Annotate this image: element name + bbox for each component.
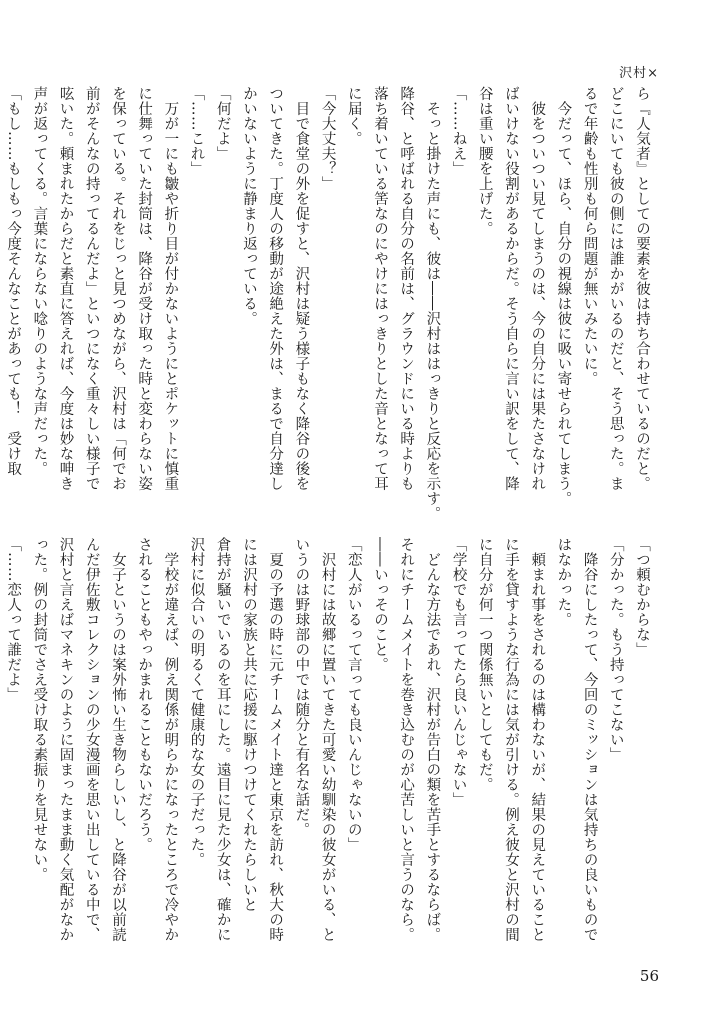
text-line: はなかった。: [555, 537, 572, 627]
lower-text-block: [5, 537, 655, 942]
text-line: 「恋人がいるって言っても良いんじゃないの」: [345, 537, 362, 852]
text-line: 沢村には故郷に置いてきた可愛い幼馴染の彼女がいる、と: [319, 537, 336, 942]
text-line: 沢村に似合いの明るくて健康的な女の子だった。: [188, 537, 205, 867]
text-line: 沢村と言えばマネキンのように固まったまま動く気配がなか: [57, 537, 74, 942]
text-line: 「つ頼むからな」: [634, 537, 650, 657]
text-line: 「分かった。もう持ってこない」: [607, 537, 624, 762]
text-line: ――いっそのこと。: [371, 537, 388, 672]
text-line: されることもやっかまれることもないだろう。: [136, 537, 153, 852]
text-line: には沢村の家族と共に応援に駆けつけてくれたらしいと: [240, 537, 257, 912]
text-line: 「今大丈夫？」: [319, 86, 336, 191]
text-line: 女子というのは案外怖い生き物らしいし、と降谷が以前読: [109, 537, 126, 942]
text-line: 「……恋人って誰だよ」: [5, 537, 22, 702]
text-line: 彼をついつい見てしまうのは、今の自分には果たさなけれ: [529, 86, 546, 491]
text-line: どこにいても彼の側には誰かがいるのだと、そう思った。ま: [607, 86, 624, 491]
text-line: った。例の封筒でさえ受け取る素振りを見せない。: [31, 537, 48, 882]
text-line: 呟いた。頼まれたからだと素直に答えれば、今度は妙な呻き: [57, 86, 74, 491]
text-line: 学校が違えば、例え関係が明らかになったところで冷やか: [162, 537, 179, 942]
text-line: 「……ねえ」: [450, 86, 467, 176]
page-number: 56: [639, 967, 659, 985]
text-line: ばいけない役割があるからだ。そう自らに言い訳をして、降: [502, 86, 519, 491]
text-line: 谷は重い腰を上げた。: [476, 86, 493, 236]
text-line: に届く。: [345, 86, 362, 146]
text-line: 「学校でも言ってたら良いんじゃない」: [450, 537, 467, 807]
text-line: かいないように静まり返っている。: [240, 86, 257, 326]
text-line: どんな方法であれ、沢村が告白の類を苦手とするならば。: [424, 537, 441, 942]
text-line: そっと掛けた声にも、彼は――沢村ははっきりと反応を示す。: [424, 86, 441, 521]
text-line: 「もし……もしもっ今度そんなことがあっても！ 受け取: [5, 86, 22, 476]
text-line: 前がそんなの持ってるんだよ」といつになく重々しい様子で: [83, 86, 100, 491]
text-line: に手を貸すような行為には気が引ける。例え彼女と沢村の間: [502, 537, 519, 942]
text-line: ついてきた。丁度人の移動が途絶えた外は、まるで自分達し: [267, 86, 284, 491]
text-line: 倉持が騒いでいるのを耳にした。遠目に見た少女は、確かに: [214, 537, 231, 942]
text-line: に仕舞っていた封筒は、降谷が受け取った時と変わらない姿: [136, 86, 153, 491]
text-line: るで年齢も性別も何ら問題が無いみたいに。: [581, 86, 598, 386]
text-line: 降谷、と呼ばれる自分の名前は、グラウンドにいる時よりも: [398, 86, 415, 491]
text-line: 降谷にしたって、今回のミッションは気持ちの良いもので: [581, 537, 598, 942]
text-line: いうのは野球部の中では随分と有名な話だ。: [293, 537, 310, 837]
text-line: 頼まれ事をされるのは構わないが、結果の見えていること: [529, 537, 546, 942]
text-line: それにチームメイトを巻き込むのが心苦しいと言うのなら。: [398, 537, 415, 942]
text-line: 目で食堂の外を促すと、沢村は疑う様子もなく降谷の後を: [293, 86, 310, 491]
running-header: 沢村×: [619, 66, 659, 81]
text-line: 声が返ってくる。言葉にならない唸りのような声だった。: [31, 86, 48, 476]
text-line: に自分が何一つ関係無いとしてもだ。: [476, 537, 493, 792]
upper-text-block: [5, 86, 655, 521]
text-line: ら『人気者』としての要素を彼は持ち合わせているのだと。: [634, 86, 650, 491]
text-line: 万が一にも皺や折り目が付かないようにとポケットに慎重: [162, 86, 179, 491]
text-line: 今だって、ほら、自分の視線は彼に吸い寄せられてしまう。: [555, 86, 572, 506]
text-line: 「……これ」: [188, 86, 205, 176]
text-line: んだ伊佐敷コレクションの少女漫画を思い出している中で、: [83, 537, 100, 942]
text-line: 夏の予選の時に元チームメイト達と東京を訪れ、秋大の時: [267, 537, 284, 942]
text-line: を保っている。それをじっと見つめながら、沢村は「何でお: [109, 86, 126, 491]
text-line: 「何だよ」: [214, 86, 231, 161]
text-line: 落ち着いている筈なのにやけにはっきりとした音となって耳: [371, 86, 388, 491]
